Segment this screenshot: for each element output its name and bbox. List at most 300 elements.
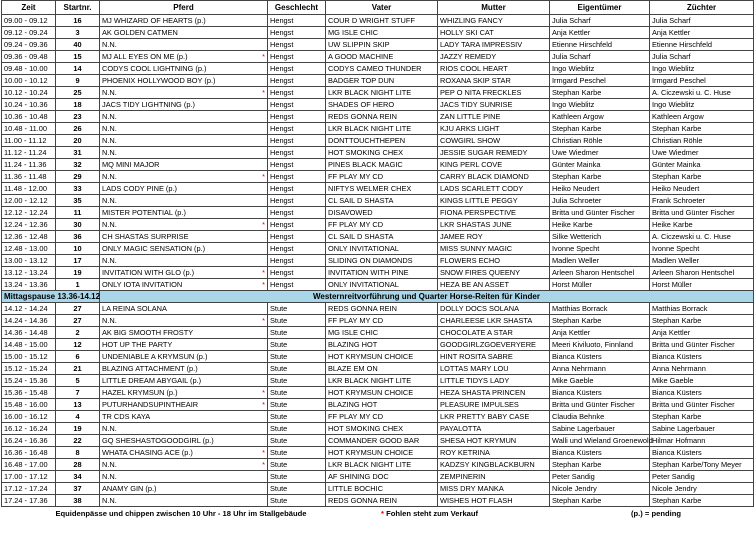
sex-cell: Hengst — [268, 279, 326, 291]
breeder-cell: Mike Gaeble — [650, 375, 754, 387]
start-number-cell: 25 — [56, 87, 100, 99]
time-cell: 12.00 - 12.12 — [2, 195, 56, 207]
lunch-break-program: Westernreitvorführung und Quarter Horse-Reiten für Kinder — [100, 291, 754, 303]
sex-cell: Hengst — [268, 135, 326, 147]
owner-cell: Julia Schroeter — [550, 195, 650, 207]
horse-name-cell — [100, 15, 268, 27]
time-cell: 16.48 - 17.00 — [2, 459, 56, 471]
sex-cell: Hengst — [268, 219, 326, 231]
breeder-cell: Bianca Küsters — [650, 447, 754, 459]
table-row — [2, 327, 754, 339]
horse-name-cell — [100, 51, 268, 63]
sex-cell: Stute — [268, 315, 326, 327]
horse-name: HAZEL KRYMSUN (p.) — [102, 388, 178, 397]
horse-name: N.N. — [102, 124, 117, 133]
for-sale-star: * — [262, 88, 265, 97]
horse-name: LA REINA SOLANA — [102, 304, 167, 313]
owner-cell: Matthias Borrack — [550, 303, 650, 315]
horse-name: MJ ALL EYES ON ME (p.) — [102, 52, 188, 61]
horse-name-cell — [100, 87, 268, 99]
dam-cell: CARRY BLACK DIAMOND — [438, 171, 550, 183]
time-cell: 11.48 - 12.00 — [2, 183, 56, 195]
start-number-cell: 13 — [56, 399, 100, 411]
time-cell: 09.36 - 09.48 — [2, 51, 56, 63]
horse-name-cell — [100, 303, 268, 315]
start-number-cell: 31 — [56, 147, 100, 159]
sex-cell: Stute — [268, 471, 326, 483]
sire-cell: HOT KRYMSUN CHOICE — [326, 351, 438, 363]
horse-name-cell — [100, 363, 268, 375]
breeder-cell: Nicole Jendry — [650, 483, 754, 495]
owner-cell: Peter Sandig — [550, 471, 650, 483]
sale-star: * — [381, 509, 384, 518]
start-number-cell: 18 — [56, 99, 100, 111]
horse-name-cell — [100, 111, 268, 123]
table-row — [2, 63, 754, 75]
for-sale-star: * — [262, 172, 265, 181]
start-number-cell: 4 — [56, 411, 100, 423]
table-row — [2, 399, 754, 411]
table-row — [2, 279, 754, 291]
breeder-cell: Julia Scharf — [650, 51, 754, 63]
dam-cell: COWGIRL SHOW — [438, 135, 550, 147]
table-row — [2, 411, 754, 423]
sire-cell: ONLY INVITATIONAL — [326, 243, 438, 255]
owner-cell: Anja Kettler — [550, 27, 650, 39]
breeder-cell: Günter Mainka — [650, 159, 754, 171]
sale-note-text: Fohlen steht zum Verkauf — [383, 509, 479, 518]
start-number-cell: 27 — [56, 315, 100, 327]
start-number-cell: 17 — [56, 255, 100, 267]
start-number-cell: 19 — [56, 423, 100, 435]
sire-cell: LKR BLACK NIGHT LITE — [326, 87, 438, 99]
breeder-cell: Sabine Lagerbauer — [650, 423, 754, 435]
owner-cell: Stephan Karbe — [550, 459, 650, 471]
time-cell: 09.48 - 10.00 — [2, 63, 56, 75]
sex-cell: Hengst — [268, 147, 326, 159]
sire-cell: BLAZE EM ON — [326, 363, 438, 375]
table-row — [2, 99, 754, 111]
breeder-cell: Matthias Borrack — [650, 303, 754, 315]
sire-cell: COUR D WRIGHT STUFF — [326, 15, 438, 27]
horse-name-cell — [100, 75, 268, 87]
breeder-cell: Stephan Karbe — [650, 315, 754, 327]
time-cell: 09.24 - 09.36 — [2, 39, 56, 51]
for-sale-star: * — [262, 388, 265, 397]
horse-name: N.N. — [102, 424, 117, 433]
sire-cell: REDS GONNA REIN — [326, 495, 438, 507]
owner-cell: Claudia Behnke — [550, 411, 650, 423]
table-row — [2, 243, 754, 255]
for-sale-star: * — [262, 268, 265, 277]
breeder-cell: Horst Müller — [650, 279, 754, 291]
horse-name-cell — [100, 375, 268, 387]
horse-name-cell — [100, 123, 268, 135]
table-row — [2, 483, 754, 495]
breeder-cell: Heike Karbe — [650, 219, 754, 231]
sex-cell: Stute — [268, 399, 326, 411]
sex-cell: Stute — [268, 387, 326, 399]
owner-cell: Madlen Weller — [550, 255, 650, 267]
breeder-cell: Heiko Neudert — [650, 183, 754, 195]
start-number-cell: 7 — [56, 387, 100, 399]
owner-cell: Ivonne Specht — [550, 243, 650, 255]
time-cell: 13.12 - 13.24 — [2, 267, 56, 279]
sex-cell: Hengst — [268, 243, 326, 255]
dam-cell: PEP O NITA FRECKLES — [438, 87, 550, 99]
start-number-cell: 23 — [56, 111, 100, 123]
dam-cell: PLEASURE IMPULSES — [438, 399, 550, 411]
dam-cell: KINGS LITTLE PEGGY — [438, 195, 550, 207]
owner-cell: Bianca Küsters — [550, 351, 650, 363]
start-number-cell: 2 — [56, 327, 100, 339]
time-cell: 15.00 - 15.12 — [2, 351, 56, 363]
table-row — [2, 495, 754, 507]
owner-cell: Günter Mainka — [550, 159, 650, 171]
start-number-cell: 32 — [56, 159, 100, 171]
horse-name-cell — [100, 39, 268, 51]
table-row — [2, 375, 754, 387]
breeder-cell: Stephan Karbe — [650, 123, 754, 135]
horse-name: TR CDS KAYA — [102, 412, 151, 421]
sire-cell: FF PLAY MY CD — [326, 411, 438, 423]
sire-cell: FF PLAY MY CD — [326, 219, 438, 231]
horse-name: N.N. — [102, 136, 117, 145]
header-row — [2, 1, 754, 15]
sex-cell: Stute — [268, 303, 326, 315]
horse-name: CH SHASTAS SURPRISE — [102, 232, 189, 241]
owner-cell: Britta und Günter Fischer — [550, 207, 650, 219]
time-cell: 10.00 - 10.12 — [2, 75, 56, 87]
horse-name: LITTLE DREAM ABYGAIL (p.) — [102, 376, 202, 385]
sire-cell: ONLY INVITATIONAL — [326, 279, 438, 291]
breeder-cell: Christian Röhle — [650, 135, 754, 147]
horse-name-cell — [100, 183, 268, 195]
dam-cell: JAZZY REMEDY — [438, 51, 550, 63]
dam-cell: KJU ARKS LIGHT — [438, 123, 550, 135]
dam-cell: JAMEE ROY — [438, 231, 550, 243]
time-cell: 11.24 - 11.36 — [2, 159, 56, 171]
table-row — [2, 51, 754, 63]
start-number-cell: 21 — [56, 363, 100, 375]
dam-cell: LITTLE TIDYS LADY — [438, 375, 550, 387]
dam-cell: HINT ROSITA SABRE — [438, 351, 550, 363]
horse-name-cell — [100, 351, 268, 363]
sex-cell: Stute — [268, 495, 326, 507]
time-cell: 10.24 - 10.36 — [2, 99, 56, 111]
dam-cell: JACS TIDY SUNRISE — [438, 99, 550, 111]
table-row — [2, 207, 754, 219]
sex-cell: Hengst — [268, 123, 326, 135]
horse-name: N.N. — [102, 316, 117, 325]
for-sale-star: * — [262, 400, 265, 409]
time-cell: 10.12 - 10.24 — [2, 87, 56, 99]
owner-cell: Horst Müller — [550, 279, 650, 291]
sex-cell: Stute — [268, 423, 326, 435]
horse-name-cell — [100, 195, 268, 207]
breeder-cell: Etienne Hirschfeld — [650, 39, 754, 51]
breeder-cell: Britta und Günter Fischer — [650, 207, 754, 219]
owner-cell: Julia Scharf — [550, 15, 650, 27]
time-cell: 11.00 - 11.12 — [2, 135, 56, 147]
sex-cell: Hengst — [268, 39, 326, 51]
sex-cell: Hengst — [268, 75, 326, 87]
dam-cell: HOLLY SKI CAT — [438, 27, 550, 39]
sire-cell: PINES BLACK MAGIC — [326, 159, 438, 171]
sire-cell: HOT SMOKING CHEX — [326, 423, 438, 435]
start-number-cell: 30 — [56, 219, 100, 231]
start-number-cell: 9 — [56, 75, 100, 87]
time-cell: 10.48 - 11.00 — [2, 123, 56, 135]
table-row — [2, 219, 754, 231]
time-cell: 16.00 - 16.12 — [2, 411, 56, 423]
horse-name: MQ MINI MAJOR — [102, 160, 160, 169]
table-row — [2, 435, 754, 447]
sex-cell: Stute — [268, 363, 326, 375]
horse-name: N.N. — [102, 256, 117, 265]
breeder-cell: Peter Sandig — [650, 471, 754, 483]
horse-name-cell — [100, 159, 268, 171]
table-row — [2, 147, 754, 159]
time-cell: 16.24 - 16.36 — [2, 435, 56, 447]
sire-cell: FF PLAY MY CD — [326, 315, 438, 327]
start-number-cell: 12 — [56, 339, 100, 351]
sex-cell: Stute — [268, 339, 326, 351]
breeder-cell: Britta und Günter Fischer — [650, 399, 754, 411]
horse-name-cell — [100, 447, 268, 459]
sex-cell: Stute — [268, 411, 326, 423]
horse-name-cell — [100, 495, 268, 507]
sex-cell: Stute — [268, 435, 326, 447]
schedule-table — [1, 0, 754, 507]
horse-name-cell — [100, 243, 268, 255]
breeder-cell: Anna Nehrmann — [650, 363, 754, 375]
table-row — [2, 39, 754, 51]
sire-cell: AF SHINING DOC — [326, 471, 438, 483]
breeder-cell: Arleen Sharon Hentschel — [650, 267, 754, 279]
horse-name-cell — [100, 387, 268, 399]
owner-cell: Walli und Wieland Groenewold — [550, 435, 650, 447]
table-row — [2, 123, 754, 135]
sex-cell: Hengst — [268, 171, 326, 183]
sire-cell: CL SAIL D SHASTA — [326, 195, 438, 207]
sire-cell: INVITATION WITH PINE — [326, 267, 438, 279]
dam-cell: HEZA BE AN ASSET — [438, 279, 550, 291]
time-cell: 17.12 - 17.24 — [2, 483, 56, 495]
sex-cell: Hengst — [268, 183, 326, 195]
sire-cell: LITTLE BOCHIC — [326, 483, 438, 495]
for-sale-star: * — [262, 52, 265, 61]
horse-name: N.N. — [102, 88, 117, 97]
sire-cell: MG ISLE CHIC — [326, 27, 438, 39]
breeder-cell: Stephan Karbe — [650, 495, 754, 507]
horse-name-cell — [100, 207, 268, 219]
breeder-cell: Stephan Karbe/Tony Meyer — [650, 459, 754, 471]
sire-cell: A GOOD MACHINE — [326, 51, 438, 63]
for-sale-star: * — [262, 460, 265, 469]
time-cell: 12.24 - 12.36 — [2, 219, 56, 231]
dam-cell: ZEMPINERIN — [438, 471, 550, 483]
start-number-cell: 11 — [56, 207, 100, 219]
dam-cell: LADS SCARLETT CODY — [438, 183, 550, 195]
dam-cell: FIONA PERSPECTIVE — [438, 207, 550, 219]
time-cell: 10.36 - 10.48 — [2, 111, 56, 123]
sex-cell: Hengst — [268, 63, 326, 75]
sire-cell: LKR BLACK NIGHT LITE — [326, 123, 438, 135]
horse-name: CODYS COOL LIGHTNING (p.) — [102, 64, 207, 73]
start-number-cell: 3 — [56, 27, 100, 39]
horse-name: N.N. — [102, 196, 117, 205]
sire-cell: SHADES OF HERO — [326, 99, 438, 111]
breeder-cell: Stephan Karbe — [650, 411, 754, 423]
sex-cell: Hengst — [268, 231, 326, 243]
dam-cell: LKR PRETTY BABY CASE — [438, 411, 550, 423]
sire-cell: NIFTYS WELMER CHEX — [326, 183, 438, 195]
sex-cell: Stute — [268, 375, 326, 387]
start-number-cell: 16 — [56, 15, 100, 27]
sire-cell: REDS GONNA REIN — [326, 303, 438, 315]
owner-cell: Bianca Küsters — [550, 387, 650, 399]
for-sale-star: * — [262, 220, 265, 229]
time-cell: 16.12 - 16.24 — [2, 423, 56, 435]
table-row — [2, 387, 754, 399]
horse-name-cell — [100, 483, 268, 495]
start-number-cell: 8 — [56, 447, 100, 459]
time-cell: 15.24 - 15.36 — [2, 375, 56, 387]
for-sale-star: * — [262, 316, 265, 325]
dam-cell: JESSIE SUGAR REMEDY — [438, 147, 550, 159]
dam-cell: LKR SHASTAS JUNE — [438, 219, 550, 231]
owner-cell: Nicole Jendry — [550, 483, 650, 495]
horse-name: WHATA CHASING ACE (p.) — [102, 448, 193, 457]
sex-cell: Hengst — [268, 27, 326, 39]
sex-cell: Stute — [268, 483, 326, 495]
start-number-cell: 26 — [56, 123, 100, 135]
dam-cell: LADY TARA IMPRESSIV — [438, 39, 550, 51]
start-number-cell: 34 — [56, 471, 100, 483]
dam-cell: FLOWERS ECHO — [438, 255, 550, 267]
owner-cell: Stephan Karbe — [550, 87, 650, 99]
breeder-cell: Anja Kettler — [650, 27, 754, 39]
footer-chip-note: Equidenpässe und chippen zwischen 10 Uhr - 18 Uhr im Stallgebäude — [55, 509, 307, 518]
horse-name: AK GOLDEN CATMEN — [102, 28, 178, 37]
table-row — [2, 447, 754, 459]
table-row — [2, 303, 754, 315]
table-row — [2, 363, 754, 375]
sex-cell: Hengst — [268, 111, 326, 123]
sire-cell: HOT SMOKING CHEX — [326, 147, 438, 159]
breeder-cell: Kathleen Argow — [650, 111, 754, 123]
time-cell: 14.12 - 14.24 — [2, 303, 56, 315]
breeder-cell: Ingo Wieblitz — [650, 63, 754, 75]
sex-cell: Hengst — [268, 87, 326, 99]
time-cell: 09.00 - 09.12 — [2, 15, 56, 27]
horse-name: N.N. — [102, 40, 117, 49]
start-number-cell: 40 — [56, 39, 100, 51]
table-row — [2, 339, 754, 351]
sex-cell: Stute — [268, 459, 326, 471]
dam-cell: DOLLY DOCS SOLANA — [438, 303, 550, 315]
sex-cell: Hengst — [268, 99, 326, 111]
start-number-cell: 19 — [56, 267, 100, 279]
horse-name: MISTER POTENTIAL (p.) — [102, 208, 186, 217]
breeder-cell: Anja Kettler — [650, 327, 754, 339]
horse-name-cell — [100, 315, 268, 327]
sex-cell: Hengst — [268, 51, 326, 63]
owner-cell: Irmgard Peschel — [550, 75, 650, 87]
dam-cell: PAYALOTTA — [438, 423, 550, 435]
table-row — [2, 27, 754, 39]
lunch-break-row — [2, 291, 754, 303]
start-number-cell: 29 — [56, 171, 100, 183]
horse-name-cell — [100, 63, 268, 75]
owner-cell: Stephan Karbe — [550, 171, 650, 183]
owner-cell: Sabine Lagerbauer — [550, 423, 650, 435]
breeder-cell: Ivonne Specht — [650, 243, 754, 255]
horse-name: UNDENIABLE A KRYMSUN (p.) — [102, 352, 208, 361]
table-row — [2, 159, 754, 171]
table-row — [2, 231, 754, 243]
sex-cell: Stute — [268, 327, 326, 339]
for-sale-star: * — [262, 280, 265, 289]
owner-cell: Kathleen Argow — [550, 111, 650, 123]
start-number-cell: 10 — [56, 243, 100, 255]
sire-cell: COMMANDER GOOD BAR — [326, 435, 438, 447]
owner-cell: Anna Nehrmann — [550, 363, 650, 375]
time-cell: 11.12 - 11.24 — [2, 147, 56, 159]
sex-cell: Hengst — [268, 255, 326, 267]
horse-name: PUTURHANDSUPINTHEAIR — [102, 400, 199, 409]
sex-cell: Hengst — [268, 159, 326, 171]
time-cell: 17.00 - 17.12 — [2, 471, 56, 483]
header-zuechter: Züchter — [650, 1, 754, 15]
dam-cell: MISS SUNNY MAGIC — [438, 243, 550, 255]
horse-name-cell — [100, 267, 268, 279]
owner-cell: Meeri Kiviluoto, Finnland — [550, 339, 650, 351]
dam-cell: CHOCOLATE A STAR — [438, 327, 550, 339]
horse-name-cell — [100, 279, 268, 291]
horse-name: HOT UP THE PARTY — [102, 340, 173, 349]
horse-name: ANAMY GIN (p.) — [102, 484, 157, 493]
time-cell: 12.48 - 13.00 — [2, 243, 56, 255]
owner-cell: Stephan Karbe — [550, 123, 650, 135]
header-geschlecht: Geschlecht — [268, 1, 326, 15]
table-row — [2, 75, 754, 87]
dam-cell: ROY KETRINA — [438, 447, 550, 459]
horse-name-cell — [100, 255, 268, 267]
dam-cell: HEZA SHASTA PRINCEN — [438, 387, 550, 399]
sire-cell: DONTTOUCHTHEPEN — [326, 135, 438, 147]
sex-cell: Hengst — [268, 195, 326, 207]
table-row — [2, 135, 754, 147]
sire-cell: LKR BLACK NIGHT LITE — [326, 459, 438, 471]
start-number-cell: 28 — [56, 459, 100, 471]
sire-cell: BLAZING HOT — [326, 339, 438, 351]
time-cell: 13.24 - 13.36 — [2, 279, 56, 291]
table-row — [2, 423, 754, 435]
sire-cell: DISAVOWED — [326, 207, 438, 219]
time-cell: 15.48 - 16.00 — [2, 399, 56, 411]
time-cell: 12.12 - 12.24 — [2, 207, 56, 219]
horse-name: PHOENIX HOLLYWOOD BOY (p.) — [102, 76, 216, 85]
start-number-cell: 15 — [56, 51, 100, 63]
dam-cell: KADZSY KINGBLACKBURN — [438, 459, 550, 471]
breeder-cell: Hilmar Hofmann — [650, 435, 754, 447]
time-cell: 12.36 - 12.48 — [2, 231, 56, 243]
owner-cell: Stephan Karbe — [550, 495, 650, 507]
sire-cell: MG ISLE CHIC — [326, 327, 438, 339]
for-sale-star: * — [262, 448, 265, 457]
